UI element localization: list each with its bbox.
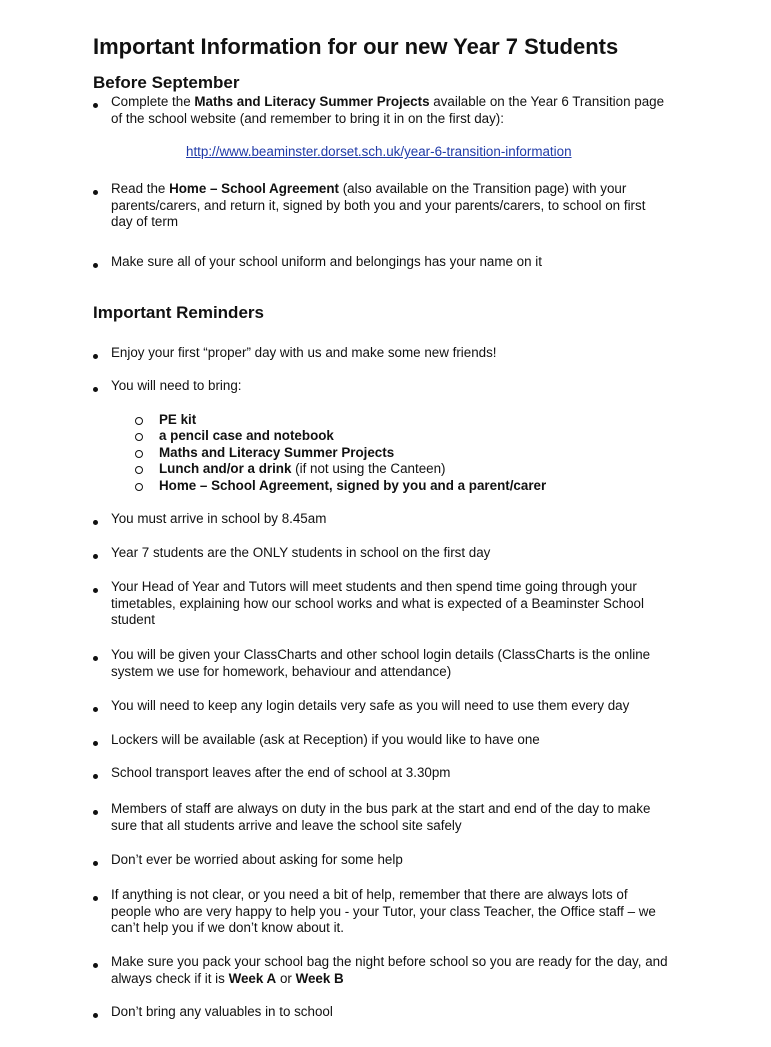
bring-item-summer-projects: Maths and Literacy Summer Projects <box>159 445 395 460</box>
bullet-dot <box>93 183 111 200</box>
bring-item-pe-kit: PE kit <box>159 412 197 427</box>
bullet-dot <box>93 581 111 598</box>
list-item-need-to-bring: You will need to bring: <box>111 378 242 393</box>
sub-bullet-circle <box>135 417 143 425</box>
list-item-pack-school-bag: Make sure you pack your school bag the night before school so you are ready for the day, and always check if it is Week A or Week B <box>111 954 668 986</box>
bullet-dot <box>93 347 111 364</box>
heading-before-september: Before September <box>93 73 240 92</box>
bring-item-lunch: Lunch and/or a drink (if not using the Canteen) <box>159 461 446 476</box>
list-item-enjoy-first-day: Enjoy your first “proper” day with us and make some new friends! <box>111 345 497 360</box>
list-item-uniform-names: Make sure all of your school uniform and belongings has your name on it <box>111 254 542 269</box>
sub-bullet-circle <box>135 466 143 474</box>
bullet-dot <box>93 649 111 666</box>
bullet-dot <box>93 734 111 751</box>
bullet-dot <box>93 700 111 717</box>
bullet-dot <box>93 854 111 871</box>
list-item-lockers: Lockers will be available (ask at Reception) if you would like to have one <box>111 732 540 747</box>
bullet-dot <box>93 513 111 530</box>
bullet-dot <box>93 956 111 973</box>
bullet-dot <box>93 1006 111 1023</box>
list-item-arrival-time: You must arrive in school by 8.45am <box>111 511 327 526</box>
bullet-dot <box>93 96 111 113</box>
bullet-dot <box>93 256 111 273</box>
list-item-only-year7: Year 7 students are the ONLY students in school on the first day <box>111 545 491 560</box>
bullet-dot <box>93 803 111 820</box>
page-title: Important Information for our new Year 7 Students <box>93 34 619 59</box>
list-item-ask-for-help: Don’t ever be worried about asking for some help <box>111 852 403 867</box>
sub-bullet-circle <box>135 433 143 441</box>
list-item-login-safe: You will need to keep any login details very safe as you will need to use them every day <box>111 698 630 713</box>
list-item-no-valuables: Don’t bring any valuables in to school <box>111 1004 333 1019</box>
list-item-staff-on-duty: Members of staff are always on duty in the bus park at the start and end of the day to make sure that all students arrive and leave the school site safely <box>111 801 651 833</box>
bring-item-pencil-case: a pencil case and notebook <box>159 428 334 443</box>
sub-bullet-circle <box>135 483 143 491</box>
bullet-dot <box>93 889 111 906</box>
bullet-dot <box>93 547 111 564</box>
list-item-home-school-agreement: Read the Home – School Agreement (also available on the Transition page) with your parents/carers, and return it, signed by both you and your parents/carers, to school on first day of term <box>111 181 646 230</box>
bring-item-agreement: Home – School Agreement, signed by you and a parent/carer <box>159 478 547 493</box>
heading-important-reminders: Important Reminders <box>93 303 264 322</box>
list-item-anything-unclear: If anything is not clear, or you need a bit of help, remember that there are always lots of people who are very happy to help you - your Tutor, your class Teacher, the Office staff – we can’t help you if we don’t know about it. <box>111 887 656 936</box>
list-item-school-transport: School transport leaves after the end of school at 3.30pm <box>111 765 451 780</box>
bullet-dot <box>93 767 111 784</box>
sub-bullet-circle <box>135 450 143 458</box>
list-item-head-of-year: Your Head of Year and Tutors will meet students and then spend time going through your timetables, explaining how our school works and what is expected of a Beaminster School student <box>111 579 644 628</box>
bullet-dot <box>93 380 111 397</box>
list-item-classcharts: You will be given your ClassCharts and other school login details (ClassCharts is the online system we use for homework, behaviour and attendance) <box>111 647 651 679</box>
list-item-summer-projects: Complete the Maths and Literacy Summer Projects available on the Year 6 Transition page of the school website (and remember to bring it in on the first day): <box>111 94 665 126</box>
transition-page-link[interactable]: http://www.beaminster.dorset.sch.uk/year-6-transition-information <box>186 144 572 159</box>
